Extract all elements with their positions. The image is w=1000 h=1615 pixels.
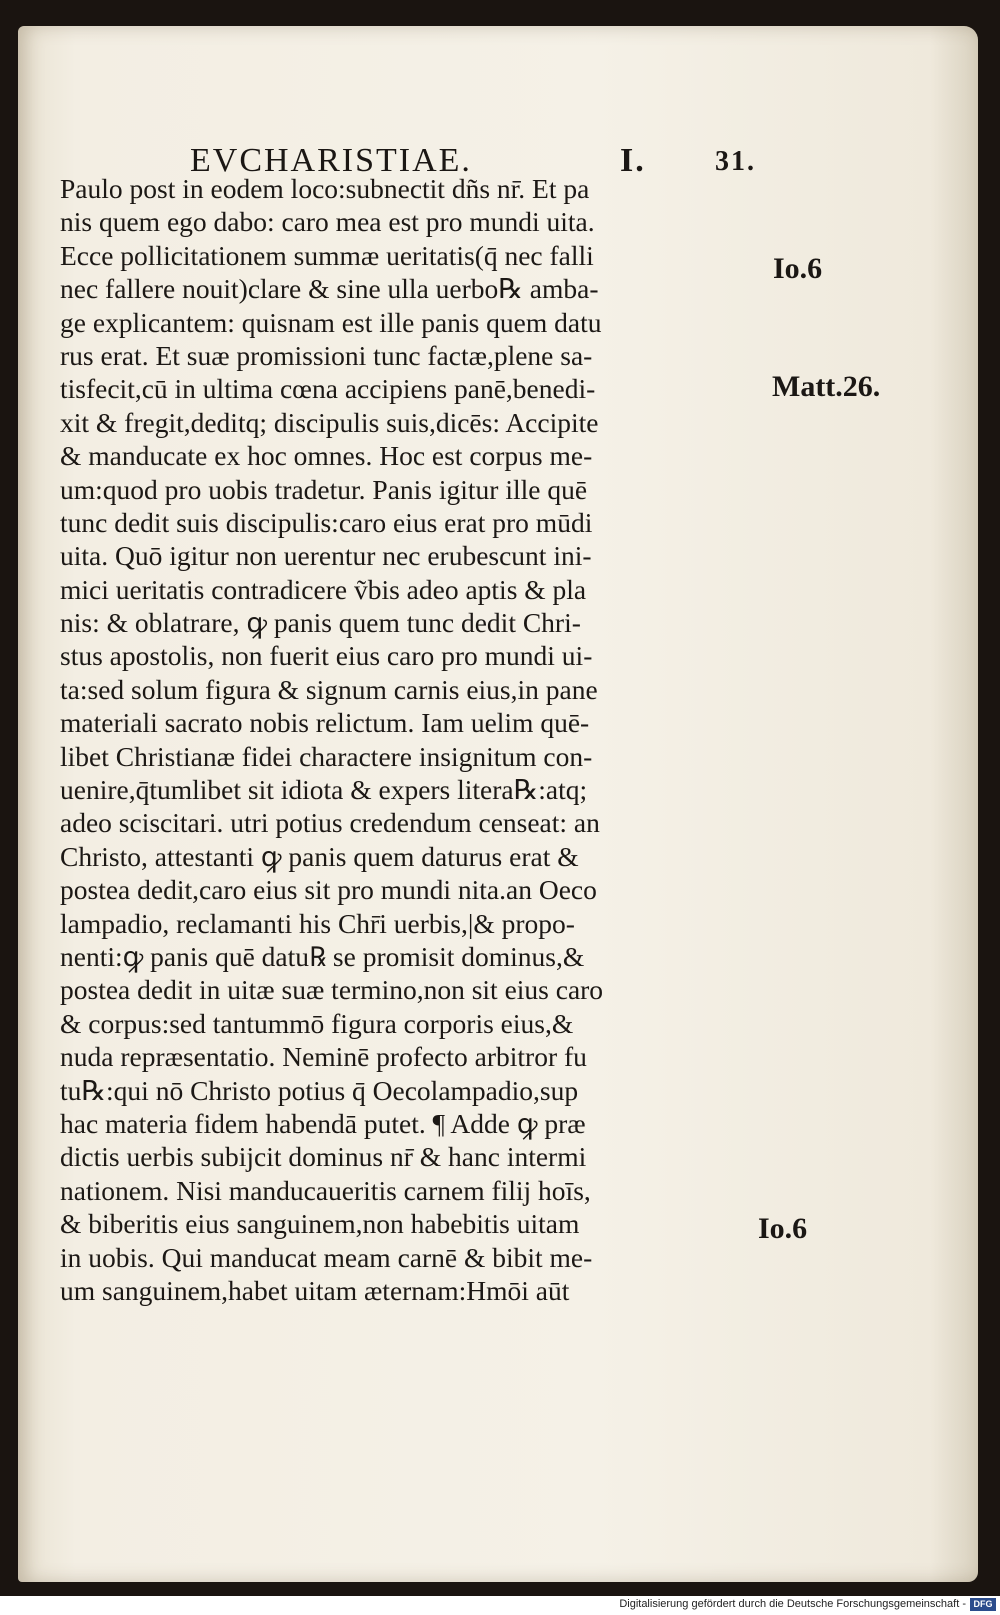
text-line: materiali sacrato nobis relictum. Iam uelim quē- — [60, 707, 590, 739]
text-line: um sanguinem,habet uitam æternam:Hmōi aūt — [60, 1274, 570, 1306]
text-line: in uobis. Qui manducat meam carnē & bibit me- — [60, 1241, 593, 1273]
text-line: postea dedit,caro eius sit pro mundi nita.an Oeco — [60, 874, 597, 906]
text-line: nis quem ego dabo: caro mea est pro mundi uita. — [60, 206, 595, 238]
text-line: tunc dedit suis discipulis:caro eius erat pro mūdi — [60, 506, 593, 538]
text-line: nis: & oblatrare, ꝙ panis quem tunc dedit Chri- — [60, 607, 581, 639]
text-line: uenire,q̄tumlibet sit idiota & expers litera℞:atq; — [60, 774, 588, 806]
text-line: nenti:ꝙ panis quē datu℞ se promisit dominus,& — [60, 940, 585, 972]
running-title: EVCHARISTIAE. — [190, 142, 472, 179]
text-line: Ecce pollicitationem summæ ueritatis(q̄ nec falli — [60, 239, 594, 271]
text-line: rus erat. Et suæ promissioni tunc factæ,plene sa- — [60, 339, 593, 371]
text-line: nationem. Nisi manducaueritis carnem filij hoīs, — [60, 1174, 591, 1206]
text-line: Paulo post in eodem loco:subnectit dñs nr̄. Et pa — [60, 173, 590, 204]
signature-mark: I. — [620, 142, 646, 179]
footer-bar — [0, 1596, 1000, 1615]
text-line: & corpus:sed tantummō figura corporis eius,& — [60, 1007, 574, 1039]
text-line: Christo, attestanti ꝙ panis quem daturus erat & — [60, 840, 579, 872]
text-line: nuda repræsentatio. Neminē profecto arbitror fu — [60, 1041, 587, 1073]
text-line: nec fallere nouit)clare & sine ulla uerbo℞ amba- — [60, 273, 599, 305]
text-line: hac materia fidem habendā putet. ¶ Adde ꝙ præ — [60, 1107, 586, 1139]
text-line: & manducate ex hoc omnes. Hoc est corpus me- — [60, 440, 593, 472]
body-text — [60, 172, 760, 1307]
text-line: lampadio, reclamanti his Chr̄i uerbis,|& propo- — [60, 907, 575, 939]
text-line: adeo sciscitari. utri potius credendum censeat: an — [60, 807, 600, 839]
text-line: ge explicantem: quisnam est ille panis quem datu — [60, 306, 602, 338]
text-line: postea dedit in uitæ suæ termino,non sit eius caro — [60, 974, 604, 1006]
folio-number: 31. — [715, 146, 756, 177]
marginal-reference: Matt.26. — [772, 370, 881, 403]
text-line: uita. Quō igitur non uerentur nec erubescunt ini- — [60, 540, 592, 572]
text-line: xit & fregit,deditq; discipulis suis,dicēs: Accipite — [60, 406, 599, 438]
text-line: mici ueritatis contradicere ṽbis adeo aptis & pla — [60, 573, 587, 605]
text-line: ta:sed solum figura & signum carnis eius,in pane — [60, 673, 598, 705]
marginal-reference: Io.6 — [758, 1212, 808, 1245]
text-line: libet Christianæ fidei charactere insignitum con- — [60, 740, 593, 772]
funding-credit: Digitalisierung gefördert durch die Deutsche Forschungsgemeinschaft - — [619, 1598, 966, 1610]
marginal-reference: Io.6 — [773, 252, 823, 285]
text-line: & biberitis eius sanguinem,non habebitis uitam — [60, 1208, 580, 1240]
dfg-logo: DFG — [970, 1598, 996, 1611]
text-line: dictis uerbis subijcit dominus nr̄ & hanc intermi — [60, 1141, 587, 1173]
text-line: tu℞:qui nō Christo potius q̄ Oecolampadio,sup — [60, 1074, 579, 1106]
text-line: stus apostolis, non fuerit eius caro pro mundi ui- — [60, 640, 593, 672]
text-line: tisfecit,cū in ultima cœna accipiens panē,benedi- — [60, 373, 596, 405]
text-line: um:quod pro uobis tradetur. Panis igitur ille quē — [60, 473, 588, 505]
